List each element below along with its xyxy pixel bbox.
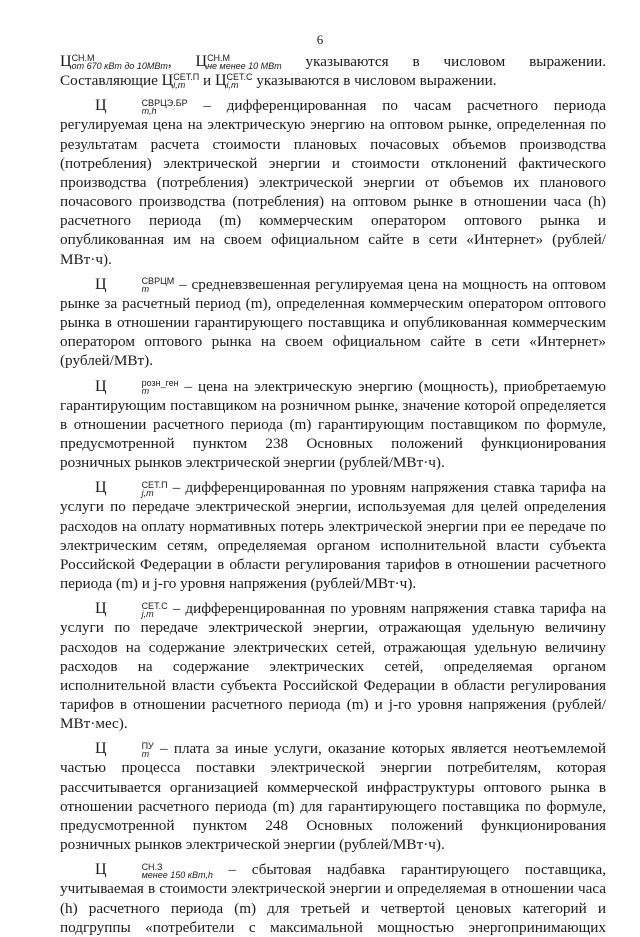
paragraph-0-line-2: Составляющие Ц СЕТ.П i,m и Ц СЕТ.С i,m указываются в числовом выражении.: [60, 72, 497, 91]
formula-symbol: Ц розн_ген m: [95, 377, 179, 396]
document-body: [60, 52, 606, 937]
formula-symbol: Ц СВРЦМ m: [95, 275, 175, 295]
formula-symbol: Ц СН.М от 670 кВт до 10МВт: [60, 53, 168, 72]
paragraph-4: Ц СЕТ.П j,m – дифференцированная по уровням напряжения ставка тарифа на услуги по передаче электрической энергии, используемая для целей определения расходов на оплату нормативных потерь электрической энергии при ее передаче по электрическим сетям, определяемая органом исполнительной власти субъекта Российской Федерации в области регулирования тарифов в отношении расчетного периода (m) и j-го уровня напряжения (рублей/МВт·ч).: [60, 479, 606, 593]
paragraph-7: Ц СН.З менее 150 кВт,h – сбытовая надбавка гарантирующего поставщика, учитываемая в стоимости электрической энергии и определяемая в отношении часа (h) расчетного периода (m) для третьей и четвертой ценовых категорий и подгруппы «потребители с максимальной мощностью энергопринимающих: [60, 861, 606, 936]
paragraph-0-line-1: Ц СН.М от 670 кВт до 10МВт , Ц СН.М не менее 10 МВт указываются в числовом выражении.: [60, 53, 607, 72]
formula-symbol: Ц СН.З менее 150 кВт,h: [95, 861, 213, 880]
paragraph-6: Ц ПУ m – плата за иные услуги, оказание которых является неотъемлемой частью процесса поставки электрической энергии потребителям, которая рассчитывается организацией коммерческой инфраструктуры оптового рынка в отношении расчетного периода (m) для гарантирующего поставщика по формуле, предусмотренной пунктом 248 Основных положений функционирования розничных рынков электрической энергии (рублей/МВт·ч).: [60, 740, 606, 854]
formula-symbol: Ц СЕТ.С j,m: [95, 600, 168, 619]
formula-symbol: Ц СЕТ.П i,m: [161, 72, 200, 91]
paragraph-2: Ц СВРЦМ m – средневзвешенная регулируемая цена на мощность на оптовом рынке за расчетный период (m), определенная коммерческим оператором оптового рынка в отношении гарантирующего поставщика и опубликованная коммерческим оператором оптового рынка на своем официальном сайте в сети «Интернет» (рублей/МВт).: [60, 275, 606, 370]
formula-symbol: Ц СВРЦЭ.БР m,h: [95, 97, 188, 116]
paragraph-5: Ц СЕТ.С j,m – дифференцированная по уровням напряжения ставка тарифа на услуги по передаче электрической энергии, отражающая удельную величину расходов на содержание электрических сетей, отражающая удельную величину расходов на содержание электрических сетей, определяемая органом исполнительной власти субъекта Российской Федерации в области регулирования тарифов в отношении расчетного периода (m) и j-го уровня напряжения (рублей/МВт·мес).: [60, 600, 606, 733]
paragraph-3: Ц розн_ген m – цена на электрическую энергию (мощность), приобретаемую гарантирующим поставщиком на розничном рынке, значение которой определяется в отношении расчетного периода (m) гарантирующим поставщиком по формуле, предусмотренной пунктом 238 Основных положений функционирования розничных рынков электрической энергии (рублей/МВт·ч).: [60, 377, 606, 472]
formula-symbol: Ц СЕТ.П j,m: [95, 479, 168, 498]
paragraph-1: Ц СВРЦЭ.БР m,h – дифференцированная по часам расчетного периода регулируемая цена на электрическую энергию на оптовом рынке, определенная по результатам расчета стоимости плановых почасовых объемов производства (потребления) электрической энергии и стоимости отклонений фактического производства (потребления) электрической энергии от объемов их планового почасового производства (потребления) на оптовом рынке в отношении часа (h) расчетного периода (m) коммерческим оператором оптового рынка и опубликованная им на своем официальном сайте в сети «Интернет» (рублей/МВт·ч).: [60, 97, 606, 268]
formula-symbol: Ц СН.М не менее 10 МВт: [195, 53, 282, 72]
formula-symbol: Ц ПУ m: [95, 740, 154, 759]
formula-symbol: Ц СЕТ.С i,m: [214, 72, 253, 91]
page-number: 6: [316, 32, 324, 47]
